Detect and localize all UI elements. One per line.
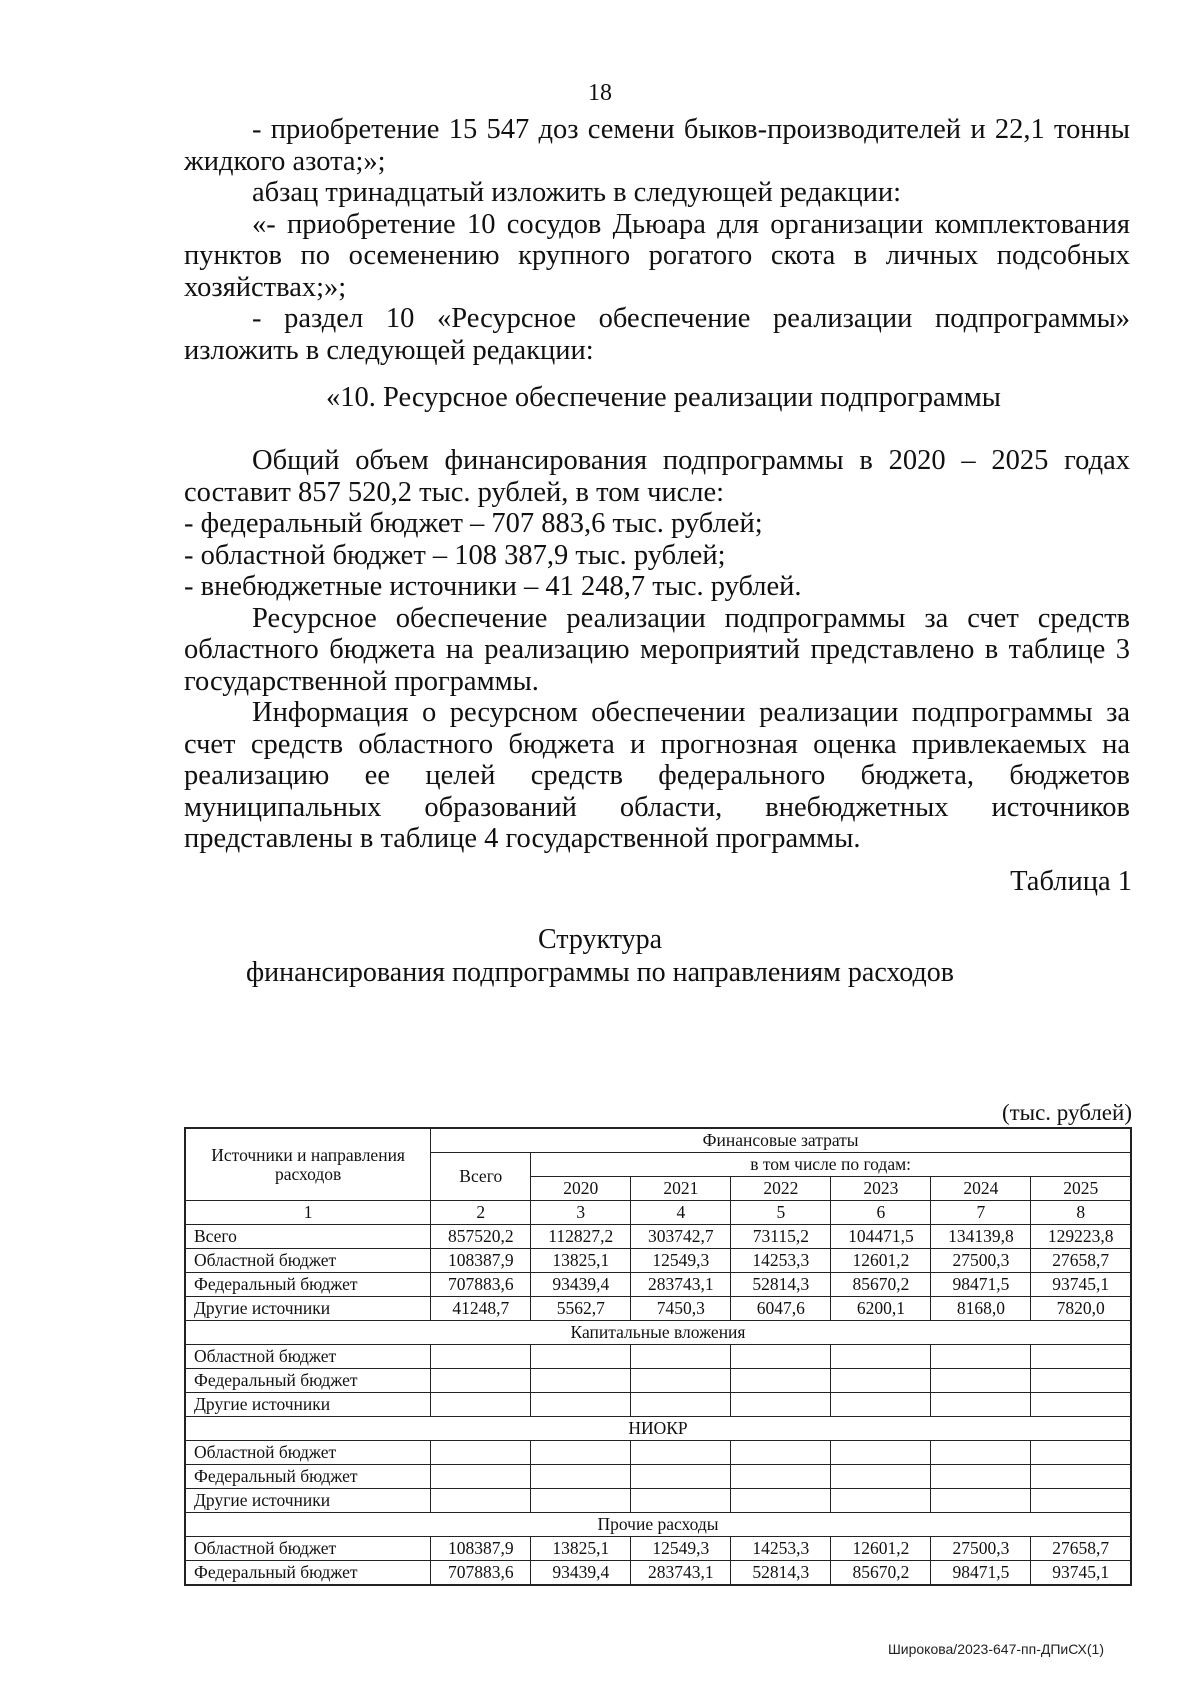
table-label: Таблица 1 (1010, 866, 1132, 897)
row-label: Областной бюджет (185, 1345, 431, 1369)
table-cell-empty (431, 1369, 531, 1393)
paragraph: - приобретение 15 547 доз семени быков-производителей и 22,1 тонны жидкого азота;»; (184, 114, 1130, 177)
table-cell-empty (731, 1441, 831, 1465)
table-cell-empty (631, 1393, 731, 1417)
header-fin: Финансовые затраты (431, 1128, 1131, 1153)
rows-capital (185, 1345, 1131, 1417)
paragraph: Информация о ресурсном обеспечении реализации подпрограммы за счет средств областного бюджета и прогнозная оценка привлекаемых на реализацию ее целей средств федерального бюджета, бюджетов муниципальных образований области, внебюджетных источников представлены в таблице 4 государственной программы. (184, 697, 1130, 854)
table-cell-empty (1031, 1345, 1131, 1369)
header-year: 2024 (931, 1177, 1031, 1201)
table-cell-empty (531, 1441, 631, 1465)
footer-reference: Широкова/2023-647-пп-ДПиСХ(1) (887, 1641, 1104, 1657)
table-cell-empty (1031, 1465, 1131, 1489)
table-cell-empty (831, 1393, 931, 1417)
row-label: Федеральный бюджет (185, 1273, 431, 1297)
table-cell: 12549,3 (631, 1249, 731, 1273)
column-number: 8 (1031, 1201, 1131, 1225)
table-header-row (185, 1128, 1131, 1153)
table-cell: 283743,1 (631, 1273, 731, 1297)
table-row (185, 1225, 1131, 1249)
paragraph: - внебюджетные источники – 41 248,7 тыс. рублей. (184, 571, 802, 602)
section-row (185, 1417, 1131, 1441)
header-year: 2021 (631, 1177, 731, 1201)
table-cell: 6047,6 (731, 1297, 831, 1321)
table-cell: 27500,3 (931, 1537, 1031, 1561)
table-cell: 7450,3 (631, 1297, 731, 1321)
table-cell-empty (1031, 1489, 1131, 1513)
row-label: Всего (185, 1225, 431, 1249)
column-number: 3 (531, 1201, 631, 1225)
row-label: Областной бюджет (185, 1537, 431, 1561)
row-label: Областной бюджет (185, 1441, 431, 1465)
rows-niokr (185, 1441, 1131, 1513)
header-year: 2020 (531, 1177, 631, 1201)
table-cell-empty (431, 1345, 531, 1369)
table-cell-empty (631, 1345, 731, 1369)
table-cell-empty (531, 1345, 631, 1369)
table-cell-empty (1031, 1393, 1131, 1417)
paragraph: - раздел 10 «Ресурсное обеспечение реализации подпрограммы» изложить в следующей редакции: (184, 303, 1130, 366)
table-row (185, 1345, 1131, 1369)
table-cell-empty (831, 1369, 931, 1393)
table-column-numbers (185, 1201, 1131, 1225)
table-cell-empty (731, 1489, 831, 1513)
table-cell-empty (631, 1369, 731, 1393)
table-cell: 12549,3 (631, 1537, 731, 1561)
table-cell-empty (931, 1393, 1031, 1417)
table-cell: 98471,5 (931, 1561, 1031, 1586)
table-cell: 707883,6 (431, 1561, 531, 1586)
table-cell: 85670,2 (831, 1273, 931, 1297)
header-year: 2023 (831, 1177, 931, 1201)
section-row (185, 1321, 1131, 1345)
table-cell: 93439,4 (531, 1561, 631, 1586)
table-cell: 13825,1 (531, 1537, 631, 1561)
header-year: 2022 (731, 1177, 831, 1201)
table-cell-empty (931, 1441, 1031, 1465)
page-number: 18 (588, 80, 612, 106)
table-cell: 134139,8 (931, 1225, 1031, 1249)
column-number: 2 (431, 1201, 531, 1225)
table-row (185, 1561, 1131, 1586)
table-cell: 857520,2 (431, 1225, 531, 1249)
table-row (185, 1249, 1131, 1273)
paragraph: «- приобретение 10 сосудов Дьюара для организации комплектования пунктов по осеменению крупного рогатого скота в личных подсобных хозяйствах;»; (184, 208, 1130, 303)
table-cell: 93745,1 (1031, 1561, 1131, 1586)
table-cell: 7820,0 (1031, 1297, 1131, 1321)
table-row (185, 1489, 1131, 1513)
header-source: Источники и направления расходов (185, 1128, 431, 1201)
table-row (185, 1441, 1131, 1465)
header-by-years: в том числе по годам: (531, 1153, 1131, 1177)
table-cell-empty (431, 1489, 531, 1513)
row-label: Другие источники (185, 1393, 431, 1417)
paragraph: - федеральный бюджет – 707 883,6 тыс. рублей; (184, 508, 763, 539)
table-cell: 112827,2 (531, 1225, 631, 1249)
table-row (185, 1297, 1131, 1321)
table-cell-empty (431, 1441, 531, 1465)
table-cell: 27658,7 (1031, 1537, 1131, 1561)
column-number: 1 (185, 1201, 431, 1225)
table-cell: 27658,7 (1031, 1249, 1131, 1273)
row-label: Другие источники (185, 1297, 431, 1321)
table-cell: 8168,0 (931, 1297, 1031, 1321)
table-cell: 52814,3 (731, 1561, 831, 1586)
table-cell: 12601,2 (831, 1249, 931, 1273)
table-cell-empty (631, 1441, 731, 1465)
table-cell-empty (531, 1489, 631, 1513)
table-cell-empty (631, 1465, 731, 1489)
table-caption-subtitle: финансирования подпрограммы по направлениям расходов (246, 957, 954, 988)
table-cell-empty (531, 1369, 631, 1393)
table-cell-empty (931, 1489, 1031, 1513)
table-cell-empty (831, 1465, 931, 1489)
table-row (185, 1465, 1131, 1489)
column-number: 7 (931, 1201, 1031, 1225)
table-cell: 13825,1 (531, 1249, 631, 1273)
header-year: 2025 (1031, 1177, 1131, 1201)
table-cell-empty (1031, 1441, 1131, 1465)
table-cell-empty (431, 1393, 531, 1417)
body-text-bottom (184, 445, 1130, 855)
table-row (185, 1537, 1131, 1561)
table-cell-empty (1031, 1369, 1131, 1393)
table-cell: 707883,6 (431, 1273, 531, 1297)
table-caption-title: Структура (537, 924, 663, 955)
table-cell: 85670,2 (831, 1561, 931, 1586)
table-cell-empty (831, 1345, 931, 1369)
table-row (185, 1273, 1131, 1297)
table-cell: 303742,7 (631, 1225, 731, 1249)
table-cell-empty (831, 1441, 931, 1465)
table-cell: 93439,4 (531, 1273, 631, 1297)
column-number: 5 (731, 1201, 831, 1225)
column-number: 4 (631, 1201, 731, 1225)
financing-table (184, 1127, 1132, 1586)
paragraph: Общий объем финансирования подпрограммы в 2020 – 2025 годах составит 857 520,2 тыс. рублей, в том числе: (184, 445, 1130, 508)
header-total: Всего (431, 1153, 531, 1201)
table-cell: 104471,5 (831, 1225, 931, 1249)
table-cell: 52814,3 (731, 1273, 831, 1297)
row-label: Федеральный бюджет (185, 1465, 431, 1489)
rows-total (185, 1225, 1131, 1321)
rows-other (185, 1537, 1131, 1586)
table-cell: 108387,9 (431, 1249, 531, 1273)
table-cell-empty (531, 1465, 631, 1489)
section-capital: Капитальные вложения (185, 1321, 1131, 1345)
table-cell: 283743,1 (631, 1561, 731, 1586)
paragraph: Ресурсное обеспечение реализации подпрограммы за счет средств областного бюджета на реализацию мероприятий представлено в таблице 3 государственной программы. (184, 602, 1130, 697)
table-cell: 14253,3 (731, 1249, 831, 1273)
table-cell-empty (931, 1465, 1031, 1489)
table-cell: 6200,1 (831, 1297, 931, 1321)
table-cell: 108387,9 (431, 1537, 531, 1561)
table-cell-empty (731, 1393, 831, 1417)
table-cell: 98471,5 (931, 1273, 1031, 1297)
table-cell-empty (631, 1489, 731, 1513)
row-label: Федеральный бюджет (185, 1369, 431, 1393)
table-cell-empty (731, 1465, 831, 1489)
row-label: Областной бюджет (185, 1249, 431, 1273)
table-cell: 12601,2 (831, 1537, 931, 1561)
table-row (185, 1369, 1131, 1393)
table-cell: 129223,8 (1031, 1225, 1131, 1249)
table-cell-empty (931, 1369, 1031, 1393)
table-cell: 93745,1 (1031, 1273, 1131, 1297)
section-other: Прочие расходы (185, 1513, 1131, 1537)
table-cell-empty (831, 1489, 931, 1513)
table-cell: 14253,3 (731, 1537, 831, 1561)
section-row (185, 1513, 1131, 1537)
table-cell-empty (531, 1393, 631, 1417)
table-cell: 73115,2 (731, 1225, 831, 1249)
table-cell-empty (731, 1345, 831, 1369)
table-cell: 5562,7 (531, 1297, 631, 1321)
row-label: Другие источники (185, 1489, 431, 1513)
row-label: Федеральный бюджет (185, 1561, 431, 1586)
paragraph: абзац тринадцатый изложить в следующей редакции: (252, 177, 902, 208)
section-heading: «10. Ресурсное обеспечение реализации подпрограммы (326, 382, 1001, 413)
table-row (185, 1393, 1131, 1417)
column-number: 6 (831, 1201, 931, 1225)
table-cell-empty (931, 1345, 1031, 1369)
section-niokr: НИОКР (185, 1417, 1131, 1441)
table-cell-empty (731, 1369, 831, 1393)
paragraph: - областной бюджет – 108 387,9 тыс. рублей; (184, 539, 726, 571)
table-units: (тыс. рублей) (1001, 1100, 1132, 1125)
body-text-top (184, 114, 1130, 366)
table-cell: 27500,3 (931, 1249, 1031, 1273)
table-cell: 41248,7 (431, 1297, 531, 1321)
table-cell-empty (431, 1465, 531, 1489)
